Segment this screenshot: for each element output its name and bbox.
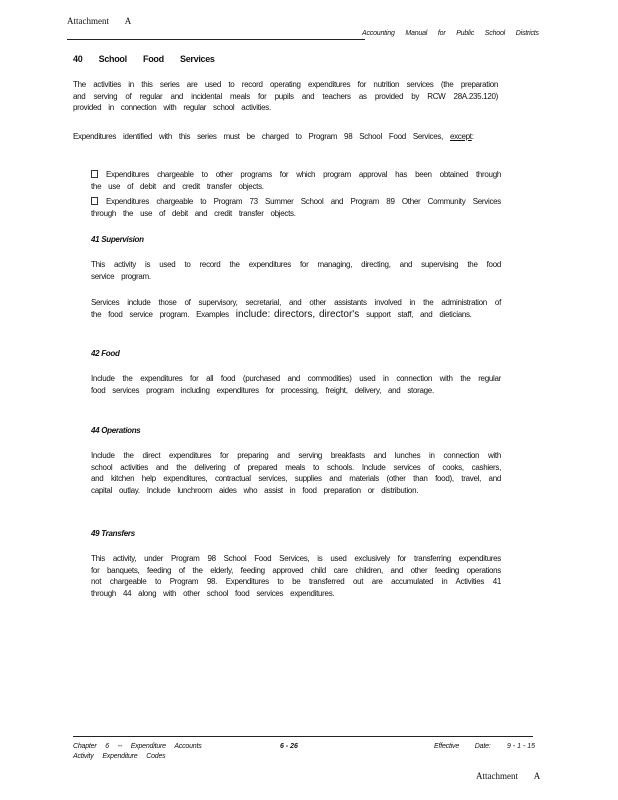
footer-effective-date: 9 - 1 - 15 [507, 743, 536, 750]
bullet-text-1: Expenditures chargeable to other programs for which program approval has been obtained through the use of debit and credit transfer objects. [91, 170, 501, 191]
section-42-heading: 42 Food [91, 349, 120, 358]
section-42-paragraph-1: Include the expenditures for all food (purchased and commodities) used in connection with the regular food services program including expenditures for processing, freight, delivery, and storage. [91, 374, 501, 395]
footer-chapter-line-2: Activity Expenditure Codes [73, 753, 166, 760]
section-49-paragraph-1: This activity, under Program 98 School Food Services, is used exclusively for transferring expenditures for banquets, feeding of the elderly, feeding approved child care children, and other feeding operations not chargeable to Program 98. Expenditures to be transferred out are accumulated in Activities 41 through 44 along with other school food services expenditures. [91, 554, 501, 598]
section-41-heading: 41 Supervision [91, 235, 144, 244]
checkbox-bullet-icon [91, 170, 98, 178]
header-attachment: Attachment A [67, 16, 132, 26]
footer-rule [73, 736, 533, 737]
section-41-paragraph-2 [91, 297, 501, 320]
section-49-heading: 49 Transfers [91, 529, 135, 538]
intro-p2-text: Expenditures identified with this series must be charged to Program 98 School Food Services, [73, 132, 444, 141]
bullet-text-2: Expenditures chargeable to Program 73 Summer School and Program 89 Other Community Services through the use of debit and credit transfer objects. [91, 197, 501, 218]
header-rule [67, 39, 365, 40]
bullet-item-1 [91, 169, 501, 192]
section-41-p2-end: support staff, and dieticians. [366, 309, 472, 319]
intro-p2-colon: : [471, 132, 474, 141]
page-title: 40 School Food Services [73, 54, 215, 64]
section-41-p2-text: Services include those of supervisory, secretarial, and other assistants involved in the administration of the food service program. Examples [91, 298, 501, 319]
intro-paragraph-2 [73, 131, 498, 143]
section-44-heading: 44 Operations [91, 426, 141, 435]
checkbox-bullet-icon [91, 197, 98, 205]
footer-chapter-line-1: Chapter 6 -- Expenditure Accounts [73, 743, 202, 750]
bullet-item-2 [91, 196, 501, 219]
intro-p2-except: except [449, 132, 472, 141]
section-41-p2-examples: include: directors, director's [235, 308, 360, 320]
header-manual-title: Accounting Manual for Public School Districts [362, 30, 539, 37]
footer-effective-label: Effective Date: [434, 743, 491, 750]
footer-attachment: Attachment A [476, 771, 541, 781]
intro-paragraph-1: The activities in this series are used to record operating expenditures for nutrition services (the preparation and serving of regular and incidental meals for pupils and teachers as provided by RCW 28A.235.120) provided in connection with regular school activities. [73, 80, 498, 112]
section-44-paragraph-1: Include the direct expenditures for preparing and serving breakfasts and lunches in connection with school activities and the delivering of prepared meals to schools. Include services of cooks, cashiers, and kitchen help expenditures, contractual services, supplies and materials (other than food), travel, and capital outlay. Include lunchroom aides who assist in food preparation or distribution. [91, 451, 501, 495]
footer-page-number: 6 - 26 [280, 743, 298, 750]
section-41-paragraph-1: This activity is used to record the expenditures for managing, directing, and supervising the food service program. [91, 260, 501, 281]
